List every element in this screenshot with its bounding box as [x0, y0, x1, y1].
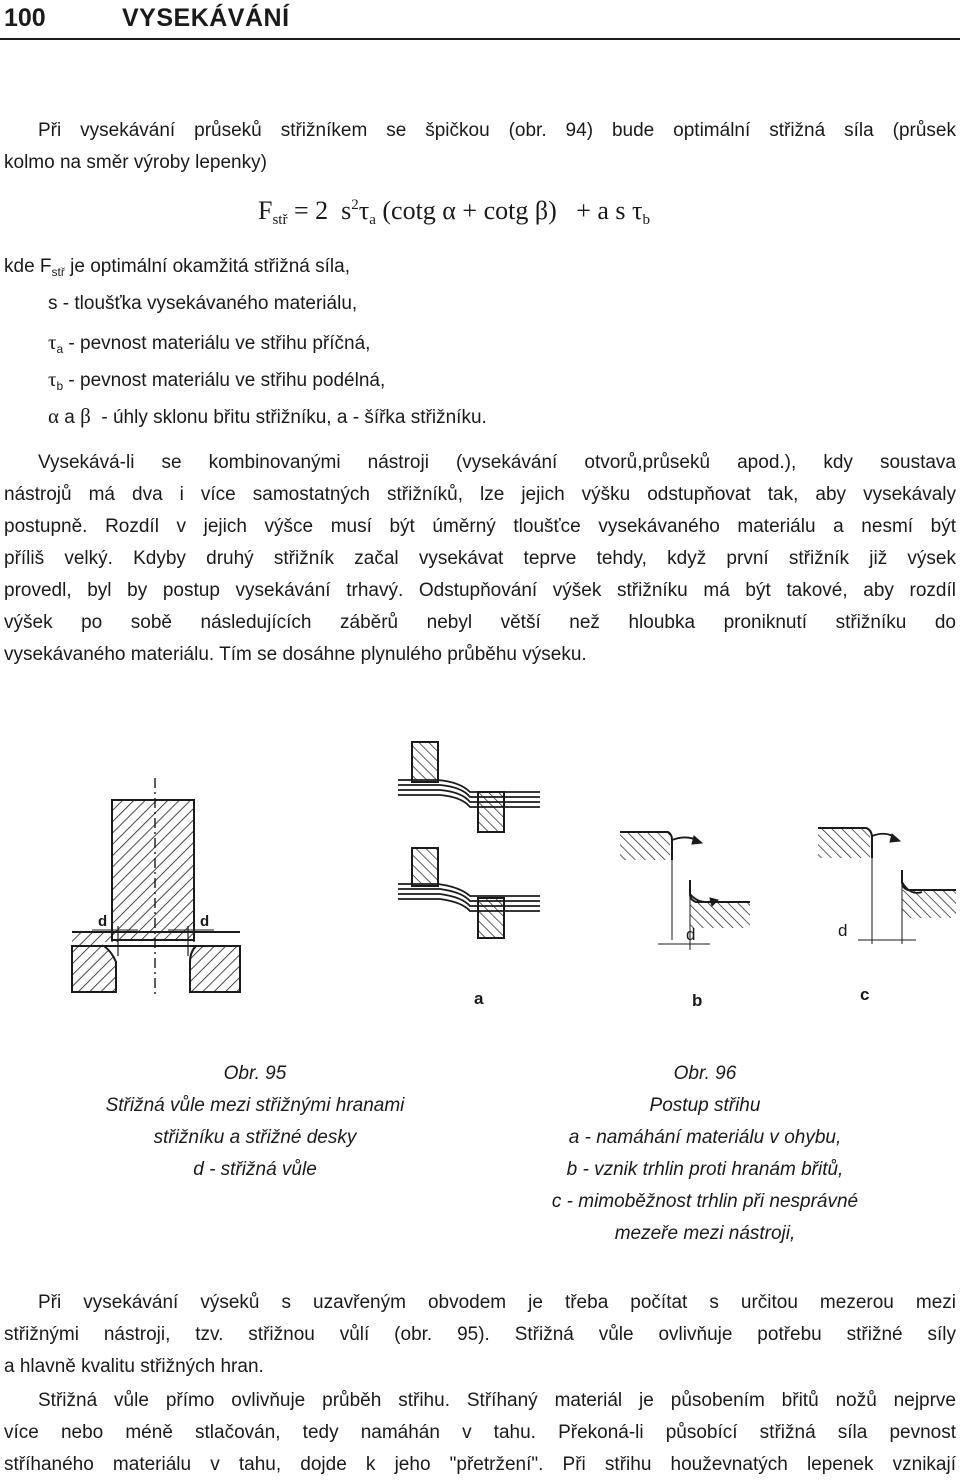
- para4-line-1: Střižná vůle přímo ovlivňuje průběh střihu. Stříhaný materiál je působením břitů nožů nejprve: [38, 1390, 956, 1411]
- cap96-line-2: a - namáhání materiálu v ohybu,: [568, 1127, 842, 1148]
- cap96-line-3: b - vznik trhlin proti hranám břitů,: [566, 1159, 844, 1180]
- para4-line-2: více nebo méně stlačován, tedy namáhán v tahu. Překoná-li působící střižná síla pevnost: [4, 1422, 956, 1443]
- cap95-line-1: Střižná vůle mezi střižnými hranami: [105, 1095, 405, 1116]
- para3-line-1: Při vysekávání výseků s uzavřeným obvodem je třeba počítat s určitou mezerou mezi: [38, 1292, 956, 1313]
- fig96-label-b: b: [692, 991, 703, 1010]
- die-right: [190, 946, 240, 992]
- formula-s-sup: 2: [351, 197, 359, 213]
- definition-s: [4, 293, 487, 330]
- para2-line-7: vysekávaného materiálu. Tím se dosáhne plynulého průběhu výseku.: [4, 644, 587, 665]
- formula-tau-a: τ: [358, 196, 370, 225]
- para4-line-3: stříhaného materiálu v tahu, dojde k jeho "přetržení". Při střihu houževnatých lepenek vznikají: [4, 1454, 956, 1475]
- fig96b-cracks: [620, 832, 750, 950]
- def-angles-text: - úhly sklonu břitu střižníku, a - šířka střižníku.: [90, 407, 487, 428]
- figures-95-96: [0, 730, 960, 1020]
- cap96-line-4: c - mimoběžnost trhlin při nesprávné: [551, 1191, 859, 1212]
- fig95-punch-die: [72, 778, 240, 995]
- fig95-label-d-left: d: [98, 913, 108, 930]
- fig96b-label-d: d: [686, 925, 696, 944]
- def-tau-b-text: - pevnost materiálu ve střihu podélná,: [63, 370, 386, 391]
- definition-angles: [4, 404, 487, 441]
- die-left: [72, 946, 116, 992]
- para3-line-2: střižnými nástroji, tzv. střižnou vůlí (obr. 95). Střižná vůle ovlivňuje potřebu střižné síly: [4, 1324, 956, 1345]
- technical-drawing: [0, 730, 960, 1020]
- para2-line-3: postupně. Rozdíl v jejich výšce musí být úměrný tloušťce vysekávaného materiálu a nesmí být: [4, 516, 956, 537]
- def-F-text: je optimální okamžitá střižná síla,: [64, 256, 350, 277]
- para2-line-4: příliš velký. Kdyby druhý střižník začal vysekávat teprve tehdy, když první střižník již výsek: [4, 548, 956, 569]
- formula-tau-a-sub: a: [369, 212, 376, 228]
- para2-line-5: provedl, byl by postup vysekávání trhavý. Odstupňování výšek střižníku má být takové, aby rozdíl: [4, 580, 956, 601]
- formula-eq: = 2 s: [287, 196, 352, 225]
- cutting-force-formula: [258, 196, 650, 229]
- caption-fig-95: [40, 1058, 470, 1186]
- def-tau-a-text: - pevnost materiálu ve střihu příčná,: [63, 333, 371, 354]
- def-and: a: [59, 407, 81, 428]
- fig96a-bending: [398, 742, 540, 938]
- fig95-label-d-right: d: [200, 913, 210, 930]
- definition-tau-b: [4, 367, 487, 404]
- fig96-label-a: a: [474, 989, 484, 1008]
- cap96-line-5: mezeře mezi nástroji,: [614, 1223, 796, 1244]
- formula-mid: (cotg α + cotg β) + a s τ: [375, 196, 643, 225]
- intro-line-1: Při vysekávání průseků střižníkem se špičkou (obr. 94) bude optimální střižná síla (průsek: [38, 120, 956, 141]
- cap95-line-3: d - střižná vůle: [193, 1159, 317, 1180]
- fig96c-label-d: d: [838, 921, 848, 940]
- formula-F: F: [258, 196, 273, 225]
- cap95-number: Obr. 95: [223, 1063, 287, 1084]
- header-rule: [0, 38, 960, 40]
- fig96-label-c: c: [860, 985, 870, 1004]
- def-tau-b-symbol: τ: [48, 367, 57, 391]
- intro-line-2: kolmo na směr výroby lepenky): [4, 152, 267, 173]
- page-number: 100: [4, 4, 46, 32]
- para3-line-3: a hlavně kvalitu střižných hran.: [4, 1356, 264, 1377]
- def-tau-b-sub: b: [56, 379, 64, 393]
- cap96-number: Obr. 96: [673, 1063, 737, 1084]
- def-s-text: s - tloušťka vysekávaného materiálu,: [48, 293, 358, 314]
- def-tau-a-sub: a: [56, 342, 64, 356]
- definition-tau-a: [4, 330, 487, 367]
- def-tau-a-symbol: τ: [48, 330, 57, 354]
- caption-fig-96: [480, 1058, 930, 1250]
- die-left-top: [72, 932, 118, 946]
- para2-line-2: nástrojů má dva i více samostatných střižníků, lze jejich výšku odstupňovat tak, aby vysekávaly: [4, 484, 956, 505]
- punch-body: [112, 800, 194, 940]
- page-header: [0, 0, 960, 40]
- definitions-list: [4, 256, 487, 441]
- def-F-pre: kde F: [4, 256, 52, 277]
- para2-line-1: Vysekává-li se kombinovanými nástroji (vysekávání otvorů,průseků apod.), kdy soustava: [38, 452, 956, 473]
- cap96-line-1: Postup střihu: [649, 1095, 761, 1116]
- def-F-sub: stř: [51, 265, 65, 279]
- cap95-line-2: střižníku a střižné desky: [153, 1127, 357, 1148]
- formula-F-sub: stř: [272, 212, 288, 228]
- def-beta-symbol: β: [80, 404, 91, 428]
- definition-F: [4, 256, 487, 293]
- para2-line-6: výšek po sobě následujících záběrů nebyl větší než hloubka proniknutí střižníku do: [4, 612, 956, 633]
- formula-tau-b-sub: b: [642, 212, 651, 228]
- chapter-title: VYSEKÁVÁNÍ: [122, 4, 290, 32]
- def-alpha-symbol: α: [48, 404, 60, 428]
